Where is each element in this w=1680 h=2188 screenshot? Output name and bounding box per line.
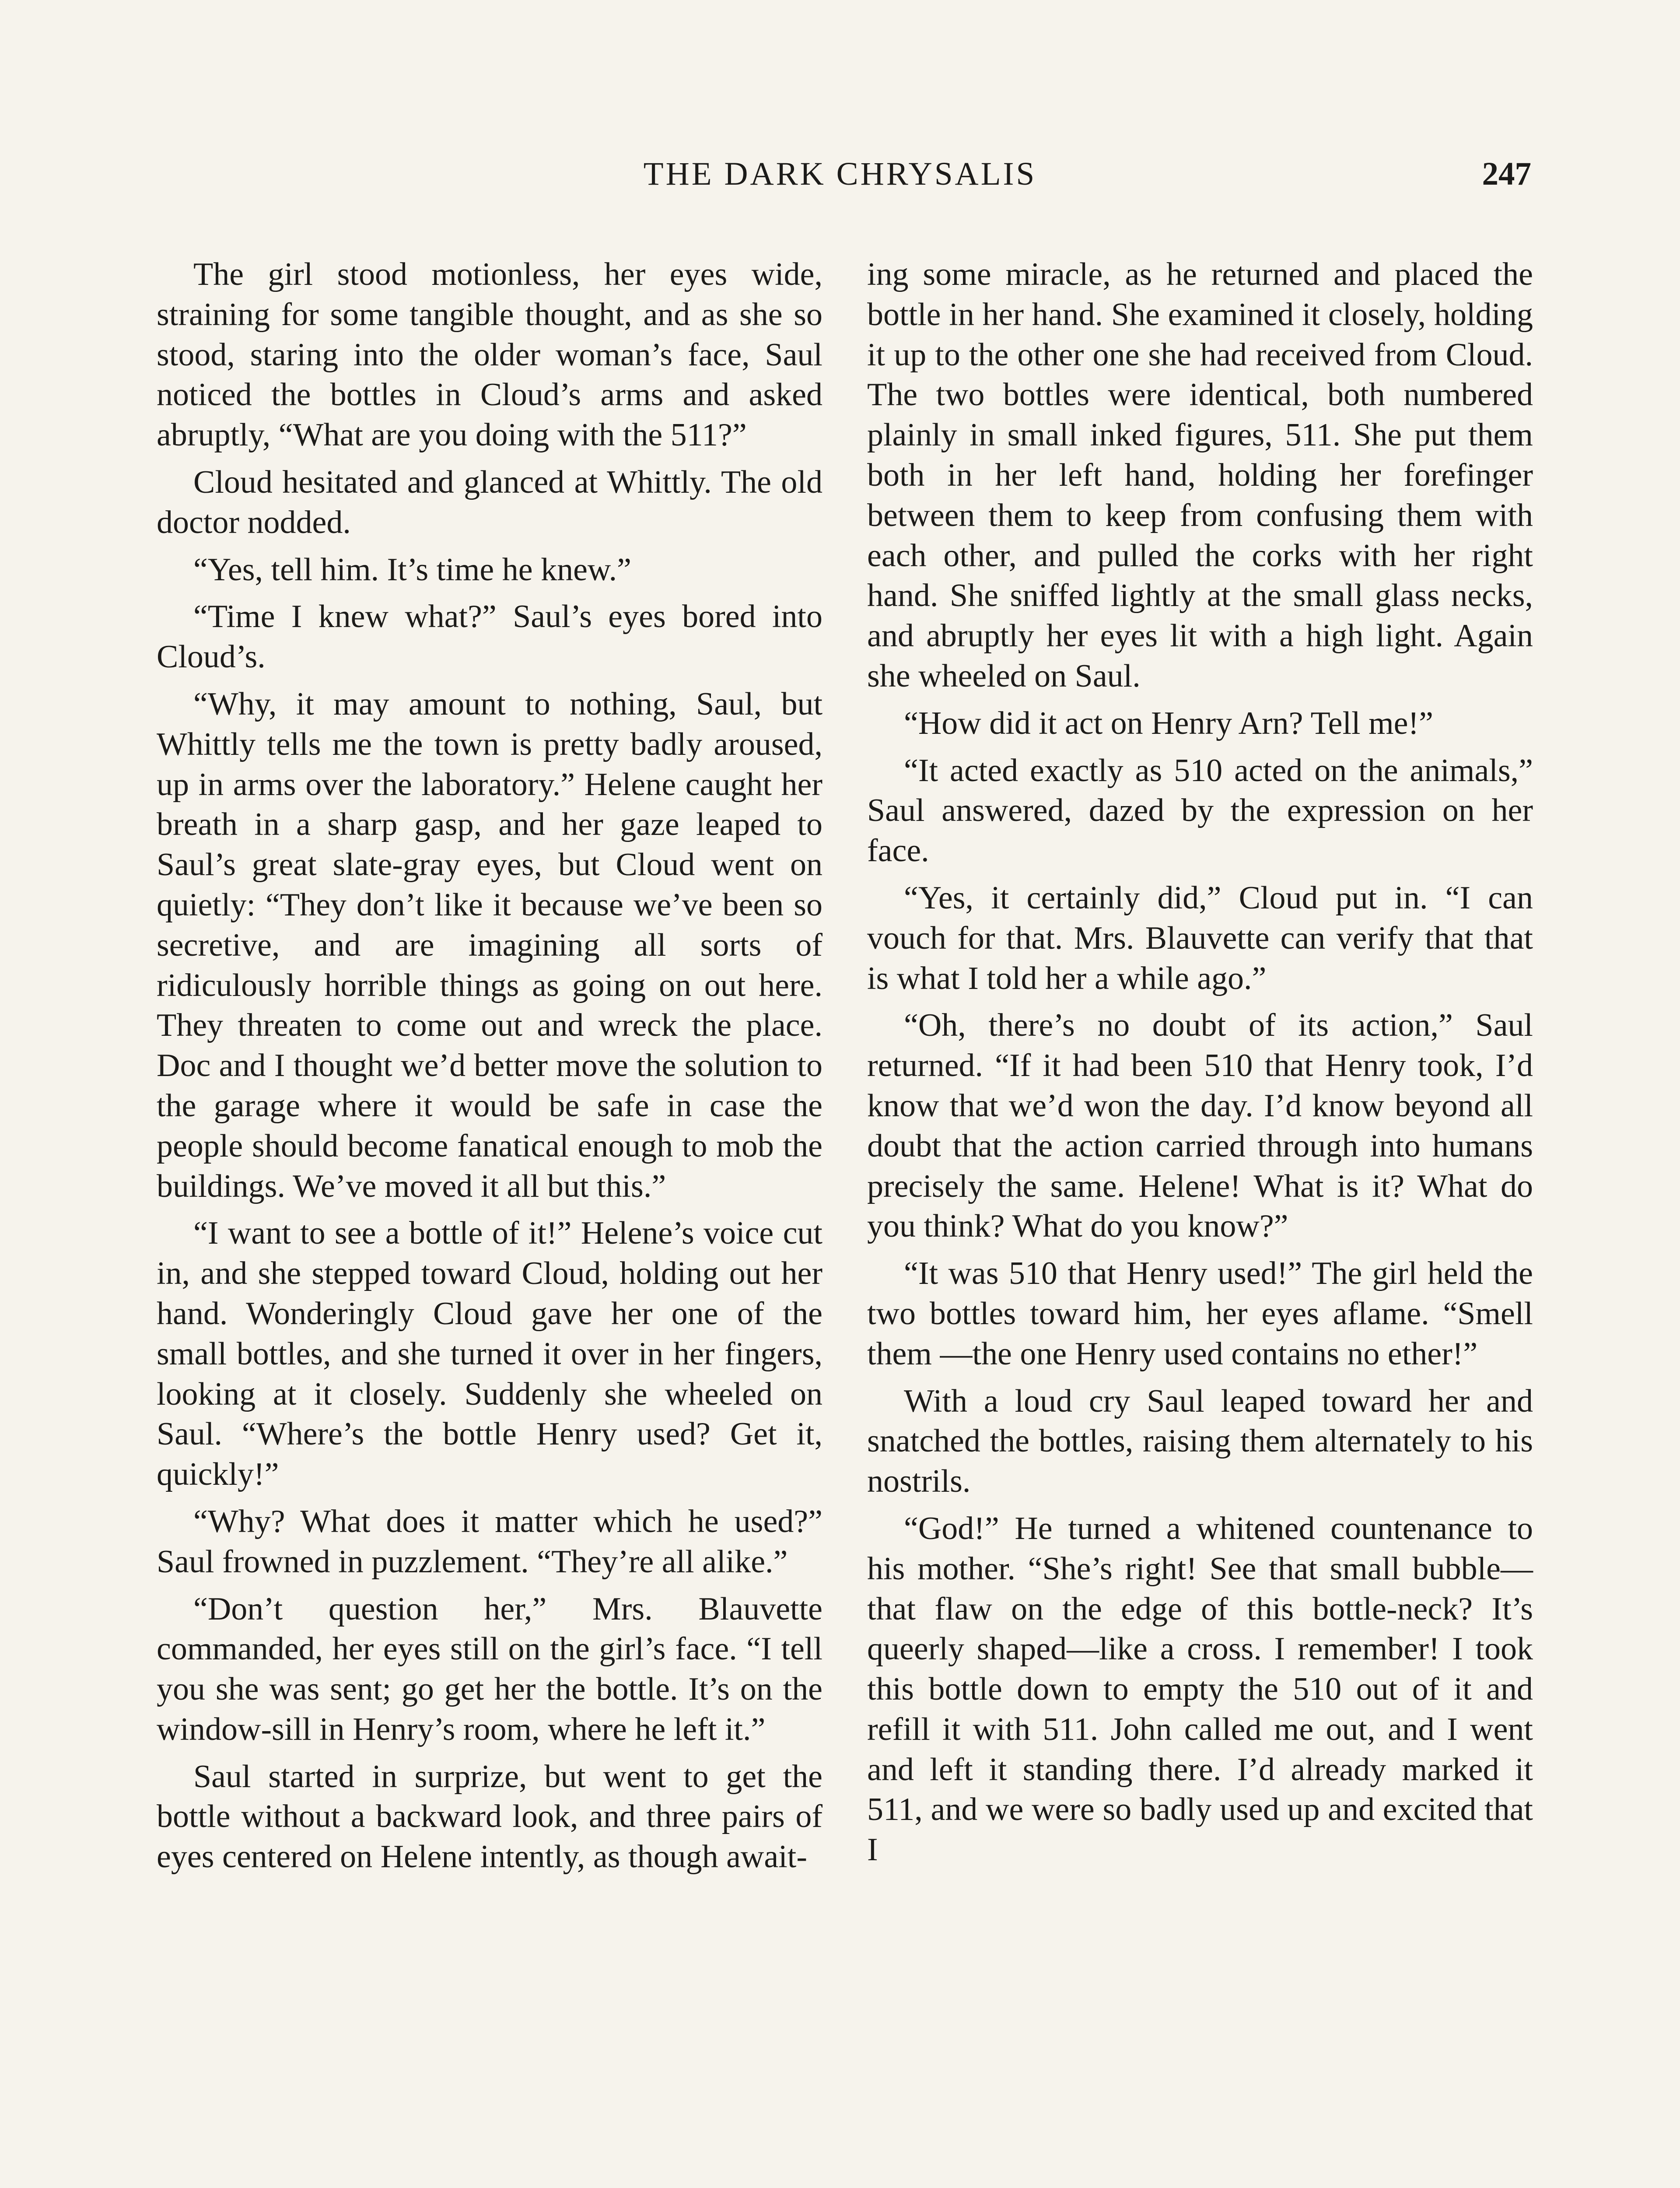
paragraph: “God!” He turned a whitened countenance to his mother. “She’s right! See that small bubble—that flaw on the edge of this bottle-neck? It’s queerly shaped—like a cross. I remember! I took this bottle down to empty the 510 out of it and refill it with 511. John called me out, and I went and left it standing there. I’d already marked it 511, and we were so badly used up and excited that I <box>867 1510 1533 1868</box>
paragraph: Saul started in surprize, but went to get the bottle without a backward look, and three pairs of eyes centered on Helene intently, as though await- <box>157 1758 822 1875</box>
paragraph: “I want to see a bottle of it!” Helene’s voice cut in, and she stepped toward Cloud, holding out her hand. Wonderingly Cloud gave her one of the small bottles, and she turned it over in her fingers, looking at it closely. Suddenly she wheeled on Saul. “Where’s the bottle Henry used? Get it, quickly!” <box>157 1215 822 1493</box>
paragraph: “Don’t question her,” Mrs. Blauvette commanded, her eyes still on the girl’s face. “I tell you she was sent; go get her the bottle. It’s on the window-sill in Henry’s room, where he left it.” <box>157 1591 822 1747</box>
running-header <box>0 155 1680 208</box>
paragraph: “It acted exactly as 510 acted on the animals,” Saul answered, dazed by the expression on her face. <box>867 752 1533 869</box>
paragraph: With a loud cry Saul leaped toward her and snatched the bottles, raising them alternately to his nostrils. <box>867 1383 1533 1500</box>
paragraph: “Time I knew what?” Saul’s eyes bored into Cloud’s. <box>157 599 822 675</box>
paragraph: “Yes, it certainly did,” Cloud put in. “I can vouch for that. Mrs. Blauvette can verify that that is what I told her a while ago.” <box>867 880 1533 996</box>
paragraph: “It was 510 that Henry used!” The girl held the two bottles toward him, her eyes aflame. “Smell them —the one Henry used contains no ether!” <box>867 1255 1533 1372</box>
paragraph: “Oh, there’s no doubt of its action,” Saul returned. “If it had been 510 that Henry took, I’d know that we’d won the day. I’d know beyond all doubt that the action carried through into humans precisely the same. Helene! What is it? What do you think? What do you know?” <box>867 1007 1533 1245</box>
right-column <box>867 255 1533 1877</box>
paragraph: “Yes, tell him. It’s time he knew.” <box>193 551 631 588</box>
paragraph: “Why? What does it matter which he used?” Saul frowned in puzzlement. “They’re all alike.” <box>157 1503 822 1580</box>
paragraph: Cloud hesitated and glanced at Whittly. The old doctor nodded. <box>157 464 822 540</box>
running-title: THE DARK CHRYSALIS <box>643 156 1037 192</box>
page-number: 247 <box>1482 156 1531 192</box>
paragraph-continued: ing some miracle, as he returned and placed the bottle in her hand. She examined it closely, holding it up to the other one she had received from Cloud. The two bottles were identical, both numbered plainly in small inked figures, 511. She put them both in her left hand, holding her forefinger between them to keep from confusing them with each other, and pulled the corks with her right hand. She sniffed lightly at the small glass necks, and abruptly her eyes lit with a high light. Again she wheeled on Saul. <box>867 256 1533 694</box>
paragraph: “How did it act on Henry Arn? Tell me!” <box>904 705 1433 741</box>
paragraph: The girl stood motionless, her eyes wide, straining for some tangible thought, and as she so stood, staring into the older woman’s face, Saul noticed the bottles in Cloud’s arms and asked abruptly, “What are you doing with the 511?” <box>157 256 822 453</box>
left-column <box>157 255 822 1884</box>
paragraph: “Why, it may amount to nothing, Saul, but Whittly tells me the town is pretty badly aroused, up in arms over the laboratory.” Helene caught her breath in a sharp gasp, and her gaze leaped to Saul’s great slate-gray eyes, but Cloud went on quietly: “They don’t like it because we’ve been so secretive, and are imagining all sorts of ridiculously horrible things as going on out here. They threaten to come out and wreck the place. Doc and I thought we’d better move the solution to the garage where it would be safe in case the people should become fanatical enough to mob the buildings. We’ve moved it all but this.” <box>157 686 822 1204</box>
